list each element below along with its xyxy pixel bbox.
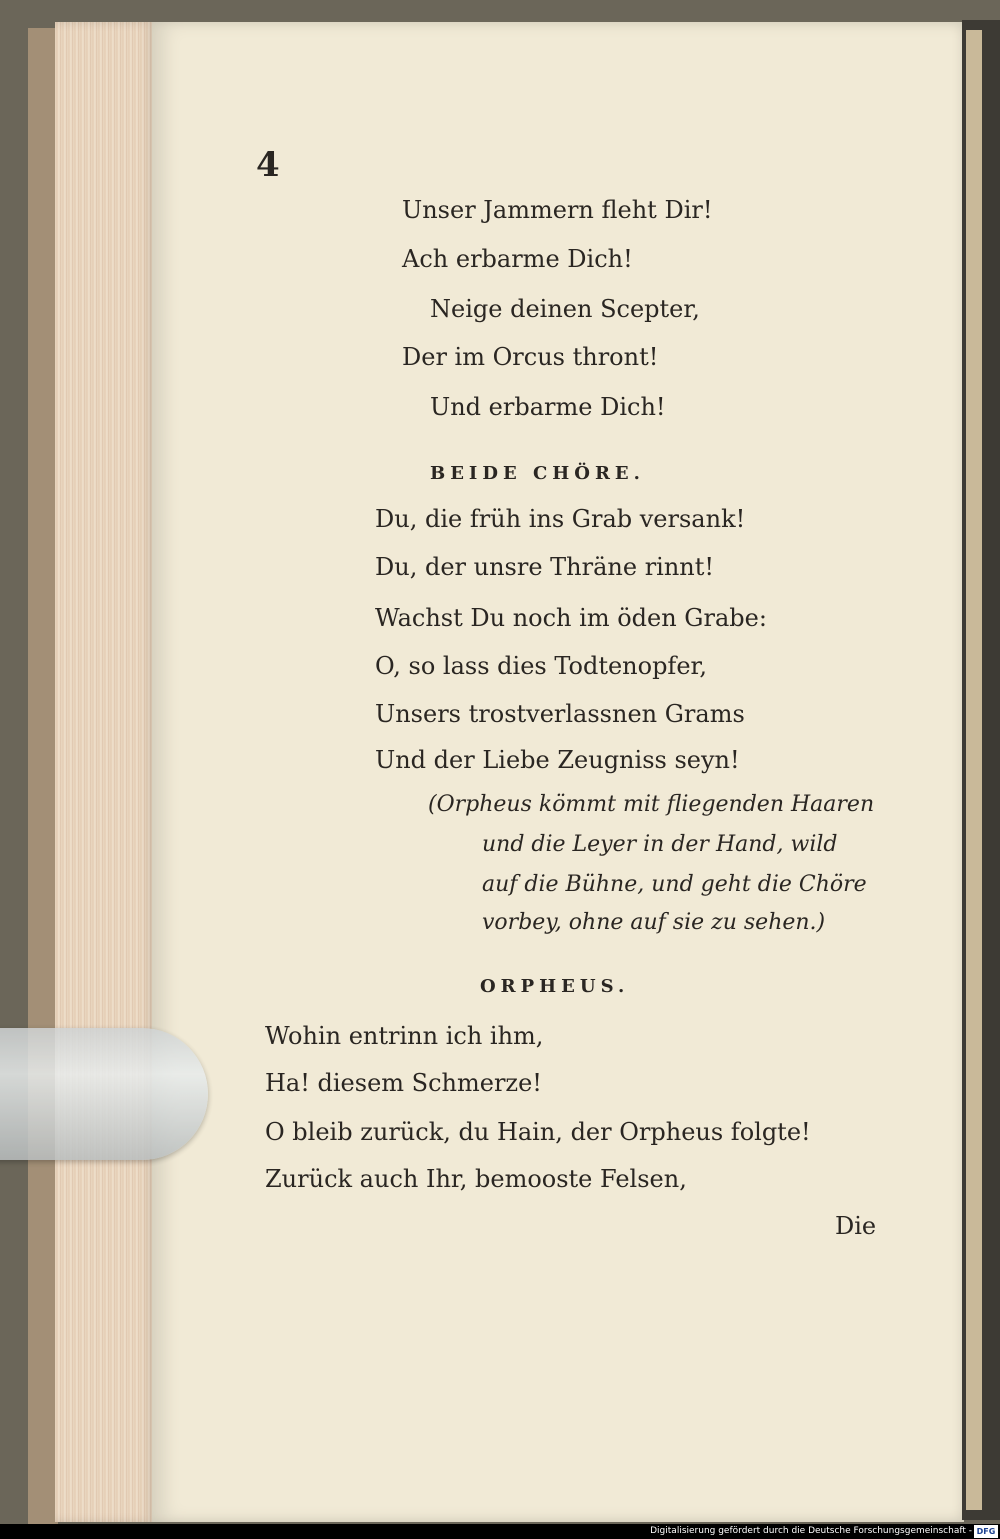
verse-line: Unsers trostverlassnen Grams <box>375 700 745 728</box>
stage-direction-line: (Orpheus kömmt mit fliegenden Haaren <box>428 792 875 817</box>
catchword: Die <box>835 1212 877 1240</box>
verse-line: Und erbarme Dich! <box>430 393 666 421</box>
page-stack-edges <box>55 22 155 1522</box>
verse-line: Du, die früh ins Grab versank! <box>375 505 746 533</box>
facing-page-edge <box>966 30 982 1510</box>
verse-line: Zurück auch Ihr, bemooste Felsen, <box>265 1165 687 1193</box>
funding-credit: Digitalisierung gefördert durch die Deutsche Forschungsgemeinschaft - <box>650 1526 972 1536</box>
verse-line: Der im Orcus thront! <box>402 343 659 371</box>
speaker-heading-beide-chore: BEIDE CHÖRE. <box>430 463 645 484</box>
stage-direction-line: auf die Bühne, und geht die Chöre <box>482 872 867 897</box>
verse-line: Du, der unsre Thräne rinnt! <box>375 553 715 581</box>
footer-bar <box>0 1524 1000 1539</box>
dfg-logo-icon: DFG <box>974 1525 998 1538</box>
speaker-heading-orpheus: ORPHEUS. <box>480 976 630 997</box>
verse-line: O bleib zurück, du Hain, der Orpheus folgte! <box>265 1118 811 1146</box>
stage-direction-line: vorbey, ohne auf sie zu sehen.) <box>482 910 826 935</box>
verse-line: Unser Jammern fleht Dir! <box>402 196 713 224</box>
page-holder-clip <box>0 1028 208 1160</box>
verse-line: Ach erbarme Dich! <box>402 245 633 273</box>
page-number: 4 <box>256 145 280 185</box>
verse-line: Neige deinen Scepter, <box>430 295 700 323</box>
stage-direction-line: und die Leyer in der Hand, wild <box>482 832 838 857</box>
verse-line: Wachst Du noch im öden Grabe: <box>375 604 767 632</box>
verse-line: Wohin entrinn ich ihm, <box>265 1022 544 1050</box>
book-cover-edge <box>28 28 58 1528</box>
verse-line: Und der Liebe Zeugniss seyn! <box>375 746 740 774</box>
verse-line: O, so lass dies Todtenopfer, <box>375 652 707 680</box>
verse-line: Ha! diesem Schmerze! <box>265 1069 542 1097</box>
